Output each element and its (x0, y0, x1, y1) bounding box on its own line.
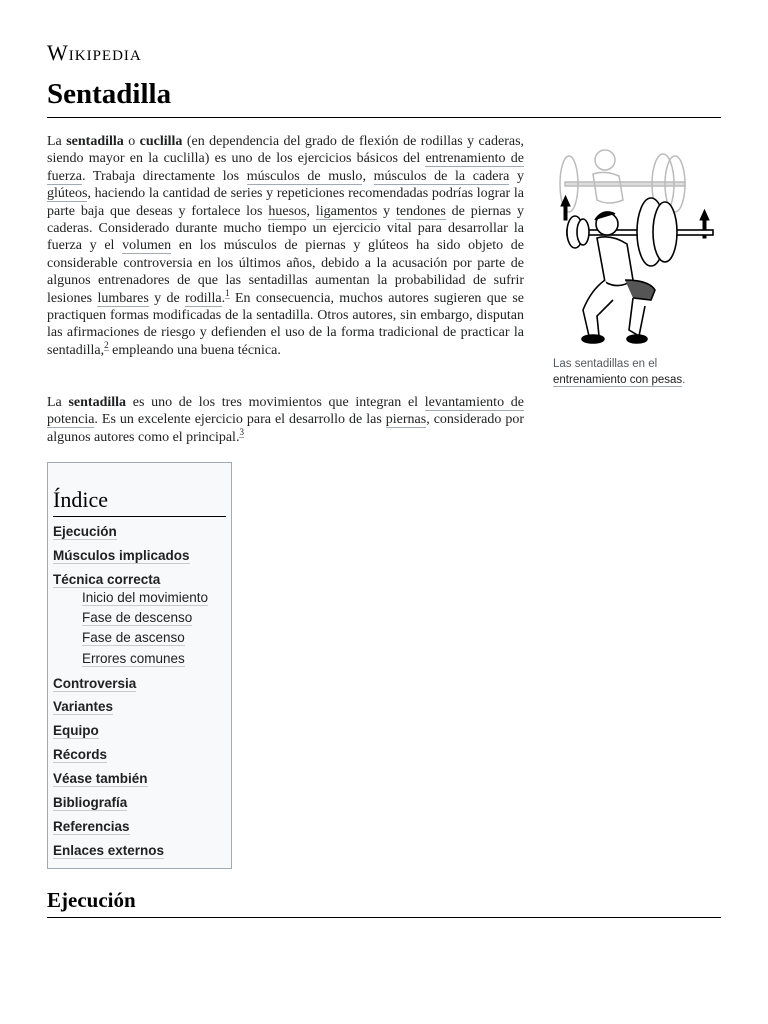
toc-title: Índice (53, 487, 108, 512)
squat-drawing (553, 140, 721, 350)
toc-item-referencias[interactable]: Referencias (53, 819, 130, 834)
link-huesos[interactable]: huesos (268, 203, 307, 219)
link-entrenamiento-con-pesas[interactable]: entrenamiento con pesas (553, 374, 683, 386)
intro-paragraph-2: La sentadilla es uno de los tres movimientos que integran el levantamiento de potencia. Es un excelente ejercicio para el desarrollo de las piernas, considerado por algunos autores como el principal.$^3$ (47, 395, 524, 445)
term-cuclilla: cuclilla (139, 134, 183, 149)
link-piernas[interactable]: piernas (385, 412, 427, 428)
section-heading-ejecucion: Ejecución (47, 888, 136, 912)
toc-item-ejecucion[interactable]: Ejecución (53, 524, 117, 539)
toc-item-tecnica-correcta[interactable]: Técnica correcta (53, 572, 161, 587)
toc-item-controversia[interactable]: Controversia (53, 676, 137, 691)
reference-2[interactable]: 2 (104, 340, 109, 351)
toc-subitem-inicio-del-movimiento[interactable]: Inicio del movimiento (82, 590, 209, 605)
toc-item-records[interactable]: Récords (53, 747, 108, 762)
toc-subitem-errores-comunes[interactable]: Errores comunes (82, 651, 185, 666)
link-volumen[interactable]: volumen (122, 238, 172, 254)
link-rodilla[interactable]: rodilla (185, 290, 222, 306)
toc-item-variantes[interactable]: Variantes (53, 699, 114, 714)
toc-item-bibliografia[interactable]: Bibliografía (53, 795, 128, 810)
wikipedia-logo[interactable]: Wikipedia (47, 40, 142, 65)
table-of-contents (47, 462, 232, 869)
toc-item-enlaces-externos[interactable]: Enlaces externos (53, 843, 165, 858)
link-musculos-de-la-cadera[interactable]: músculos de la cadera (373, 168, 510, 184)
term-sentadilla: sentadilla (66, 134, 124, 149)
link-tendones[interactable]: tendones (396, 203, 446, 219)
link-musculos-de-muslo[interactable]: músculos de muslo (246, 168, 363, 184)
link-entrenamiento-de-fuerza[interactable]: entrenamiento de fuerza (47, 151, 524, 184)
figure-caption: Las sentadillas en el entrenamiento con pesas. (553, 358, 686, 386)
reference-1[interactable]: 1 (225, 288, 230, 298)
squat-illustration[interactable] (553, 140, 721, 350)
toc-subitem-fase-de-ascenso[interactable]: Fase de ascenso (82, 630, 185, 645)
link-ligamentos[interactable]: ligamentos (315, 203, 378, 219)
link-levantamiento-de-potencia[interactable]: levantamiento de potencia (47, 395, 524, 428)
section-divider (47, 917, 721, 918)
reference-3[interactable]: 3 (239, 427, 244, 438)
toc-item-vease-tambien[interactable]: Véase también (53, 771, 148, 786)
toc-divider (53, 516, 226, 517)
link-gluteos[interactable]: glúteos (47, 186, 88, 202)
toc-item-musculos-implicados[interactable]: Músculos implicados (53, 548, 190, 563)
link-lumbares[interactable]: lumbares (97, 290, 149, 306)
page-title: Sentadilla (47, 78, 172, 110)
intro-paragraph-1: La sentadilla o cuclilla (en dependencia del grado de flexión de rodillas y caderas, siendo mayor en la cuclilla) es uno de los ejercicios básicos del entrenamiento de fuerza. Trabaja directamente los músculos de muslo, músculos de la cadera y glúteos, haciendo la cantidad de series y repeticiones recomendadas podrías lograr la parte baja que deseas y fortalece los huesos, ligamentos y tendones de piernas y caderas. Considerado durante mucho tiempo un ejercicio vital para desarrollar la fuerza y el volumen en los músculos de piernas y glúteos ha sido objeto de considerable controversia en los últimos años, debido a la acusación por parte de algunos entrenadores de que las sentadillas aumentan la probabilidad de sufrir lesiones lumbares y de rodilla.$^1$ En consecuencia, muchos autores sugieren que se practiquen formas modificadas de la sentadilla. Otros autores, sin embargo, disputan las afirmaciones de riesgo y defienden el uso de la forma tradicional de practicar la sentadilla,$^2$ empleando una buena técnica. (47, 134, 525, 358)
title-divider (47, 117, 721, 118)
squatting-figure (567, 198, 713, 343)
toc-subitem-fase-de-descenso[interactable]: Fase de descenso (82, 610, 193, 625)
term-sentadilla-2: sentadilla (68, 395, 127, 410)
toc-item-equipo[interactable]: Equipo (53, 723, 99, 738)
